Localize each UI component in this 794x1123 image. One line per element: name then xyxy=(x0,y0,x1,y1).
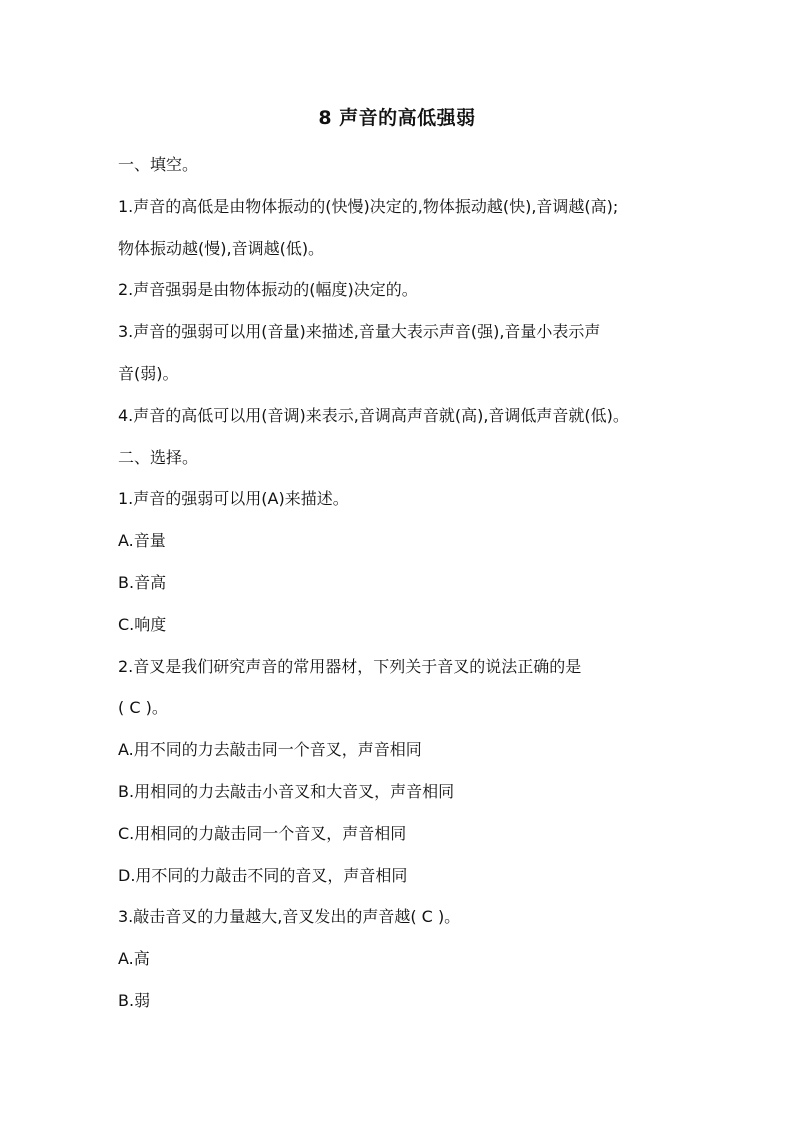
fill-question-3-line-2: 音(弱)。 xyxy=(118,363,179,383)
choice-option: A.用不同的力去敲击同一个音叉，声音相同 xyxy=(118,740,422,760)
fill-question-1-line-1: 1.声音的高低是由物体振动的(快慢)决定的,物体振动越(快),音调越(高); xyxy=(118,196,619,216)
choice-question-2-line-1: 2.音叉是我们研究声音的常用器材，下列关于音叉的说法正确的是 xyxy=(118,656,582,676)
choice-option: A.音量 xyxy=(118,531,166,551)
fill-question-3-line-1: 3.声音的强弱可以用(音量)来描述,音量大表示声音(强),音量小表示声 xyxy=(118,322,601,342)
choice-option: A.高 xyxy=(118,949,150,969)
choice-option: C.用相同的力敲击同一个音叉，声音相同 xyxy=(118,823,407,843)
section-heading-choice: 二、选择。 xyxy=(118,447,199,467)
choice-question-3: 3.敲击音叉的力量越大,音叉发出的声音越( C )。 xyxy=(118,907,461,927)
choice-option: B.音高 xyxy=(118,572,167,592)
choice-option: C.响度 xyxy=(118,614,167,634)
section-heading-fill-blank: 一、填空。 xyxy=(118,155,199,174)
page-title: 8 声音的高低强弱 xyxy=(318,107,476,129)
fill-question-1-line-2: 物体振动越(慢),音调越(低)。 xyxy=(118,238,325,258)
fill-question-4: 4.声音的高低可以用(音调)来表示,音调高声音就(高),音调低声音就(低)。 xyxy=(118,405,629,425)
choice-option: D.用不同的力敲击不同的音叉，声音相同 xyxy=(118,865,408,885)
fill-question-2: 2.声音强弱是由物体振动的(幅度)决定的。 xyxy=(118,280,418,300)
choice-option: B.用相同的力去敲击小音叉和大音叉，声音相同 xyxy=(118,781,455,801)
choice-question-1: 1.声音的强弱可以用(A)来描述。 xyxy=(118,489,349,509)
choice-option: B.弱 xyxy=(118,990,151,1010)
choice-question-2-line-2: ( C )。 xyxy=(118,698,168,718)
document-body xyxy=(118,144,698,1022)
